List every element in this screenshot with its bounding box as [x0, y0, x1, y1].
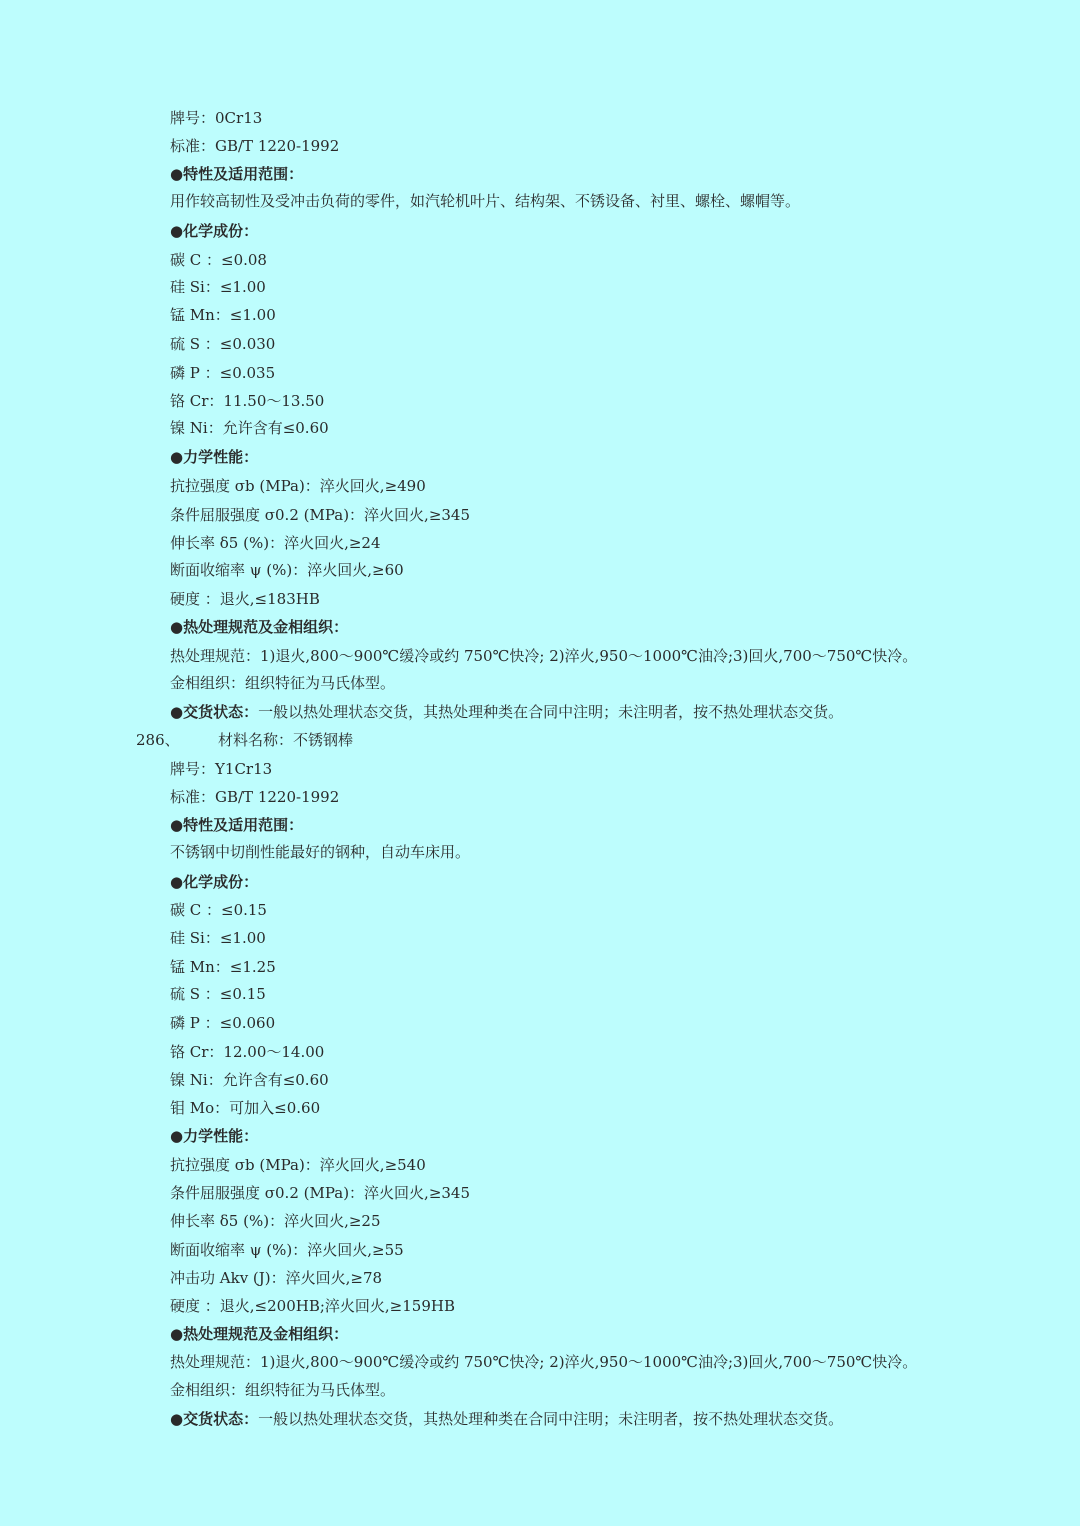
delivery-text: 一般以热处理状态交货，其热处理种类在合同中注明；未注明者，按不热处理状态交货。	[258, 703, 844, 721]
section-heading-chemistry: ●化学成份：	[170, 873, 259, 891]
chem-row: 磷 P ：≤0.035	[170, 364, 276, 382]
mech-row: 冲击功 Akv (J)：淬火回火,≥78	[170, 1269, 383, 1287]
chem-row: 硫 S ：≤0.030	[170, 335, 276, 353]
chem-row: 硅 Si：≤1.00	[170, 929, 266, 947]
mech-row: 断面收缩率 ψ (%)：淬火回火,≥60	[170, 561, 404, 579]
chem-row: 锰 Mn：≤1.25	[170, 958, 276, 976]
metallographic-text: 金相组织：组织特征为马氏体型。	[170, 674, 396, 692]
section-heading-properties: ●特性及适用范围：	[170, 165, 304, 183]
mech-row: 断面收缩率 ψ (%)：淬火回火,≥55	[170, 1241, 404, 1259]
mech-row: 伸长率 δ5 (%)：淬火回火,≥25	[170, 1212, 381, 1230]
chem-row: 硅 Si：≤1.00	[170, 278, 266, 296]
mech-row: 抗拉强度 σb (MPa)：淬火回火,≥540	[170, 1156, 426, 1174]
mech-row: 伸长率 δ5 (%)：淬火回火,≥24	[170, 534, 381, 552]
section-heading-heat-treatment: ●热处理规范及金相组织：	[170, 1325, 349, 1343]
standard-line: 标准：GB/T 1220-1992	[170, 137, 340, 155]
section-heading-mechanical: ●力学性能：	[170, 448, 259, 466]
section-heading-heat-treatment: ●热处理规范及金相组织：	[170, 618, 349, 636]
chem-row: 铬 Cr：11.50～13.50	[170, 392, 325, 410]
chem-row: 碳 C ：≤0.15	[170, 901, 267, 919]
delivery-line	[170, 1409, 843, 1429]
delivery-text: 一般以热处理状态交货，其热处理种类在合同中注明；未注明者，按不热处理状态交货。	[258, 1410, 844, 1428]
metallographic-text: 金相组织：组织特征为马氏体型。	[170, 1381, 396, 1399]
section-heading-chemistry: ●化学成份：	[170, 222, 259, 240]
heat-treatment-spec: 热处理规范：1)退火,800～900℃缓冷或约 750℃快冷; 2)淬火,950～1000℃油冷;3)回火,700～750℃快冷。	[170, 647, 918, 665]
chem-row: 碳 C ：≤0.08	[170, 251, 267, 269]
item-number: 286、	[136, 731, 180, 749]
chem-row: 硫 S ：≤0.15	[170, 985, 266, 1003]
grade-line: 牌号：Y1Cr13	[170, 760, 273, 778]
chem-row: 磷 P ：≤0.060	[170, 1014, 276, 1032]
mech-row: 抗拉强度 σb (MPa)：淬火回火,≥490	[170, 477, 426, 495]
standard-line: 标准：GB/T 1220-1992	[170, 788, 340, 806]
mech-row: 硬度 ：退火,≤200HB;淬火回火,≥159HB	[170, 1297, 455, 1315]
section-heading-properties: ●特性及适用范围：	[170, 816, 304, 834]
mech-row: 硬度 ：退火,≤183HB	[170, 590, 320, 608]
delivery-heading: ●交货状态：	[170, 1410, 259, 1428]
properties-text: 不锈钢中切削性能最好的钢种，自动车床用。	[170, 843, 471, 861]
section-heading-mechanical: ●力学性能：	[170, 1127, 259, 1145]
chem-row: 铬 Cr：12.00～14.00	[170, 1043, 325, 1061]
chem-row: 镍 Ni：允许含有≤0.60	[170, 1071, 329, 1089]
delivery-heading: ●交货状态：	[170, 703, 259, 721]
mech-row: 条件屈服强度 σ0.2 (MPa)：淬火回火,≥345	[170, 1184, 471, 1202]
mech-row: 条件屈服强度 σ0.2 (MPa)：淬火回火,≥345	[170, 506, 471, 524]
delivery-line	[170, 702, 843, 722]
properties-text: 用作较高韧性及受冲击负荷的零件，如汽轮机叶片、结构架、不锈设备、衬里、螺栓、螺帽等。	[170, 192, 801, 210]
chem-row: 锰 Mn：≤1.00	[170, 306, 276, 324]
chem-row: 钼 Mo：可加入≤0.60	[170, 1099, 321, 1117]
chem-row: 镍 Ni：允许含有≤0.60	[170, 419, 329, 437]
grade-line: 牌号：0Cr13	[170, 109, 263, 127]
item-title: 材料名称：不锈钢棒	[218, 731, 354, 749]
heat-treatment-spec: 热处理规范：1)退火,800～900℃缓冷或约 750℃快冷; 2)淬火,950～1000℃油冷;3)回火,700～750℃快冷。	[170, 1353, 918, 1371]
